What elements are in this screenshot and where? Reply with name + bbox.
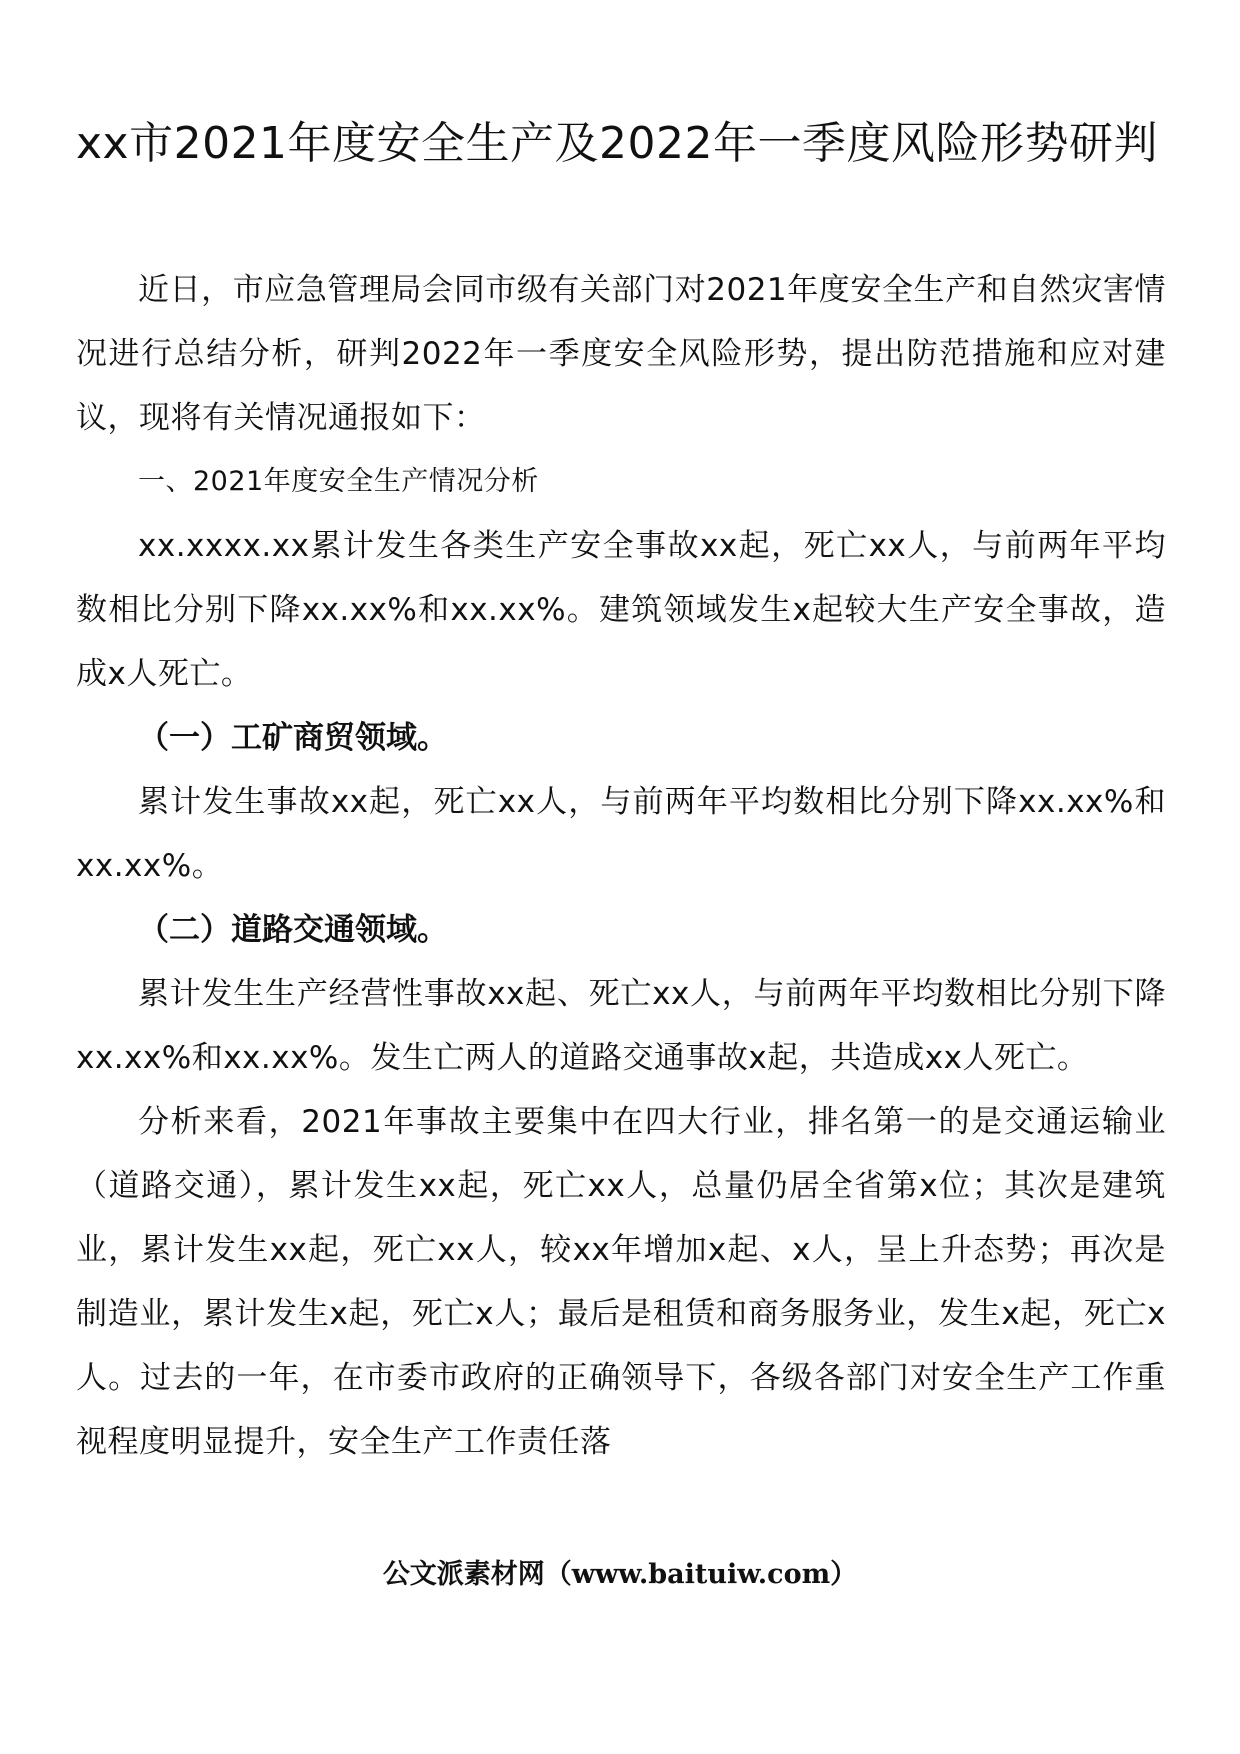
subheading-mining: （一）工矿商贸领域。 bbox=[138, 720, 448, 756]
summary-paragraph: xx.xxxx.xx累计发生各类生产安全事故xx起，死亡xx人，与前两年平均数相比分别下降xx.xx%和xx.xx%。建筑领域发生x起较大生产安全事故，造成x人死亡。 bbox=[76, 528, 1166, 692]
analysis-paragraph: 分析来看，2021年事故主要集中在四大行业，排名第一的是交通运输业（道路交通），累计发生xx起，死亡xx人，总量仍居全省第x位；其次是建筑业，累计发生xx起，死亡xx人，较xx年增加x起、x人，呈上升态势；再次是制造业，累计发生x起，死亡x人；最后是租赁和商务服务业，发生x起，死亡x人。过去的一年，在市委市政府的正确领导下，各级各部门对安全生产工作重视程度明显提升，安全生产工作责任落 bbox=[76, 1104, 1166, 1460]
mining-paragraph: 累计发生事故xx起，死亡xx人，与前两年平均数相比分别下降xx.xx%和xx.xx%。 bbox=[76, 784, 1166, 884]
document-title: xx市2021年度安全生产及2022年一季度风险形势研判 bbox=[76, 118, 1159, 169]
subheading-traffic: （二）道路交通领域。 bbox=[138, 912, 448, 948]
footer-watermark: 公文派素材网（www.baituiw.com） bbox=[382, 1559, 858, 1590]
section-heading-1: 一、2021年度安全生产情况分析 bbox=[138, 466, 539, 497]
traffic-paragraph: 累计发生生产经营性事故xx起、死亡xx人，与前两年平均数相比分别下降xx.xx%和xx.xx%。发生亡两人的道路交通事故x起，共造成xx人死亡。 bbox=[76, 976, 1166, 1076]
intro-paragraph: 近日，市应急管理局会同市级有关部门对2021年度安全生产和自然灾害情况进行总结分析，研判2022年一季度安全风险形势，提出防范措施和应对建议，现将有关情况通报如下： bbox=[76, 272, 1166, 436]
document-body bbox=[76, 258, 1166, 1474]
